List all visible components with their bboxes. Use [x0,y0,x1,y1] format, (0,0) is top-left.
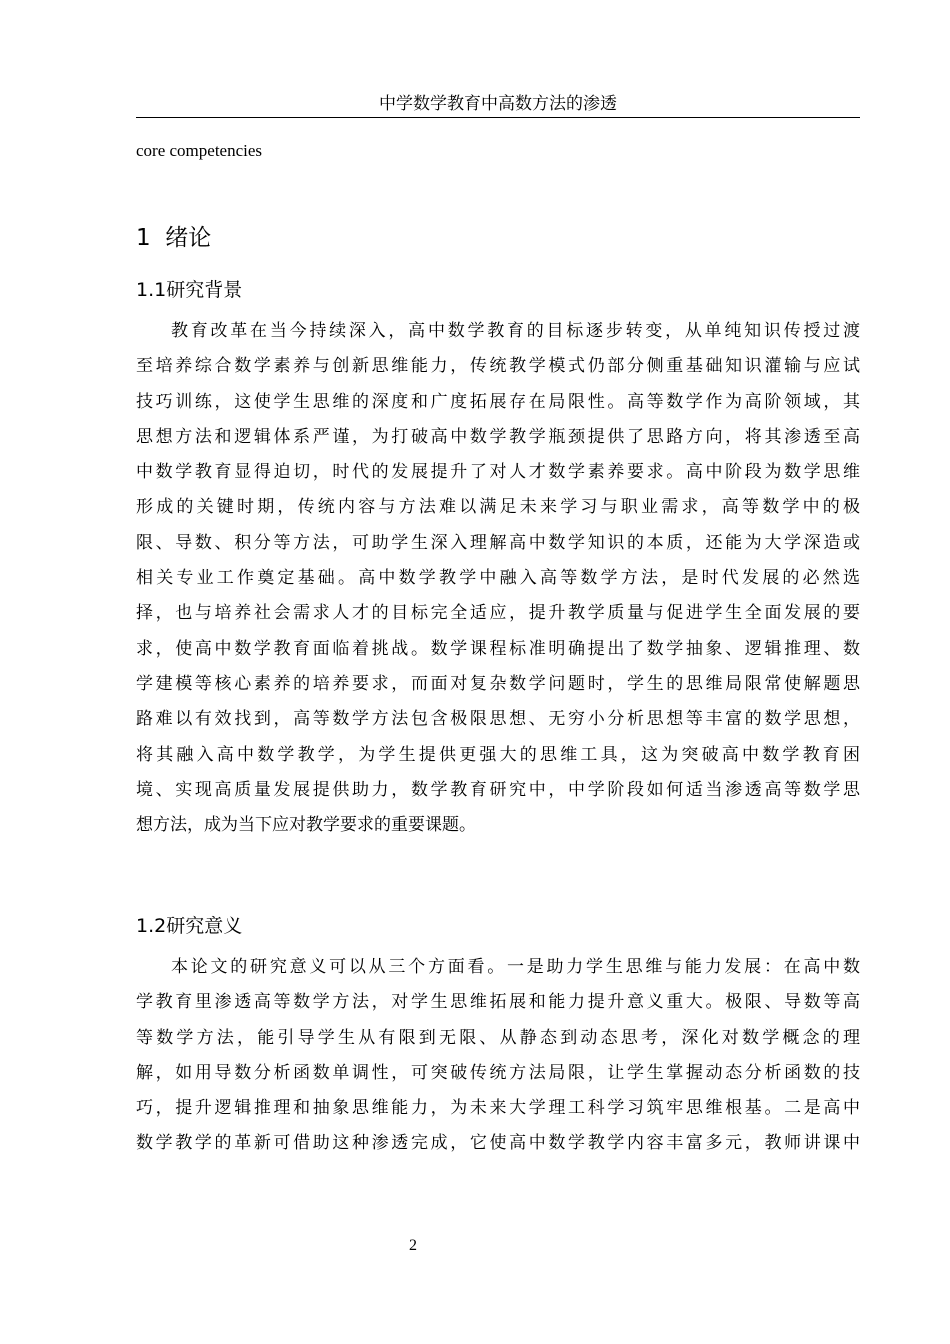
paragraph-line: 路难以有效找到，高等数学方法包含极限思想、无穷小分析思想等丰富的数学思想， [136,709,860,730]
paragraph-line: 技巧训练，这使学生思维的深度和广度拓展存在局限性。高等数学作为高阶领域，其 [136,391,860,412]
carryover-text: core competencies [136,141,263,160]
section-body-significance [136,950,860,1162]
paragraph-line: 思想方法和逻辑体系严谨，为打破高中数学教学瓶颈提供了思路方向，将其渗透至高 [136,426,860,447]
section-heading-background: 1.1研究背景 [136,279,243,301]
running-header: 中学数学教育中高数方法的渗透 [136,92,860,118]
paragraph-line: 中数学教育显得迫切，时代的发展提升了对人才数学素养要求。高中阶段为数学思维 [136,462,860,483]
paragraph-line: 学教育里渗透高等数学方法，对学生思维拓展和能力提升意义重大。极限、导数等高 [136,992,860,1013]
paragraph-line: 至培养综合数学素养与创新思维能力，传统教学模式仍部分侧重基础知识灌输与应试 [136,356,860,377]
paragraph-line: 本论文的研究意义可以从三个方面看。一是助力学生思维与能力发展：在高中数 [171,957,860,977]
paragraph-line: 求，使高中数学教育面临着挑战。数学课程标准明确提出了数学抽象、逻辑推理、数 [136,638,860,659]
paragraph-line: 数学教学的革新可借助这种渗透完成，它使高中数学教学内容丰富多元，教师讲课中 [136,1133,860,1154]
paragraph-line: 相关专业工作奠定基础。高中数学教学中融入高等数学方法，是时代发展的必然选 [136,568,860,589]
paragraph-line: 巧，提升逻辑推理和抽象思维能力，为未来大学理工科学习筑牢思维根基。二是高中 [136,1098,860,1119]
paragraph-line: 限、导数、积分等方法，可助学生深入理解高中数学知识的本质，还能为大学深造或 [136,532,860,553]
paragraph-line: 择，也与培养社会需求人才的目标完全适应，提升教学质量与促进学生全面发展的要 [136,603,860,624]
paragraph-line: 教育改革在当今持续深入，高中数学教育的目标逐步转变，从单纯知识传授过渡 [171,321,860,341]
chapter-heading: 1 绪论 [136,225,212,251]
page-number: 2 [409,1237,417,1254]
paragraph-line: 想方法，成为当下应对教学要求的重要课题。 [136,815,476,836]
paragraph-line: 形成的关键时期，传统内容与方法难以满足未来学习与职业需求，高等数学中的极 [136,497,860,518]
paragraph-line: 等数学方法，能引导学生从有限到无限、从静态到动态思考，深化对数学概念的理 [136,1027,860,1048]
paragraph-line: 解，如用导数分析函数单调性，可突破传统方法局限，让学生掌握动态分析函数的技 [136,1062,860,1083]
paragraph-line: 将其融入高中数学教学，为学生提供更强大的思维工具，这为突破高中数学教育困 [136,744,860,765]
section-body-background [136,314,860,843]
section-heading-significance: 1.2研究意义 [136,915,243,937]
paragraph-line: 境、实现高质量发展提供助力，数学教育研究中，中学阶段如何适当渗透高等数学思 [136,779,860,800]
paragraph-line: 学建模等核心素养的培养要求，而面对复杂数学问题时，学生的思维局限常使解题思 [136,673,860,694]
